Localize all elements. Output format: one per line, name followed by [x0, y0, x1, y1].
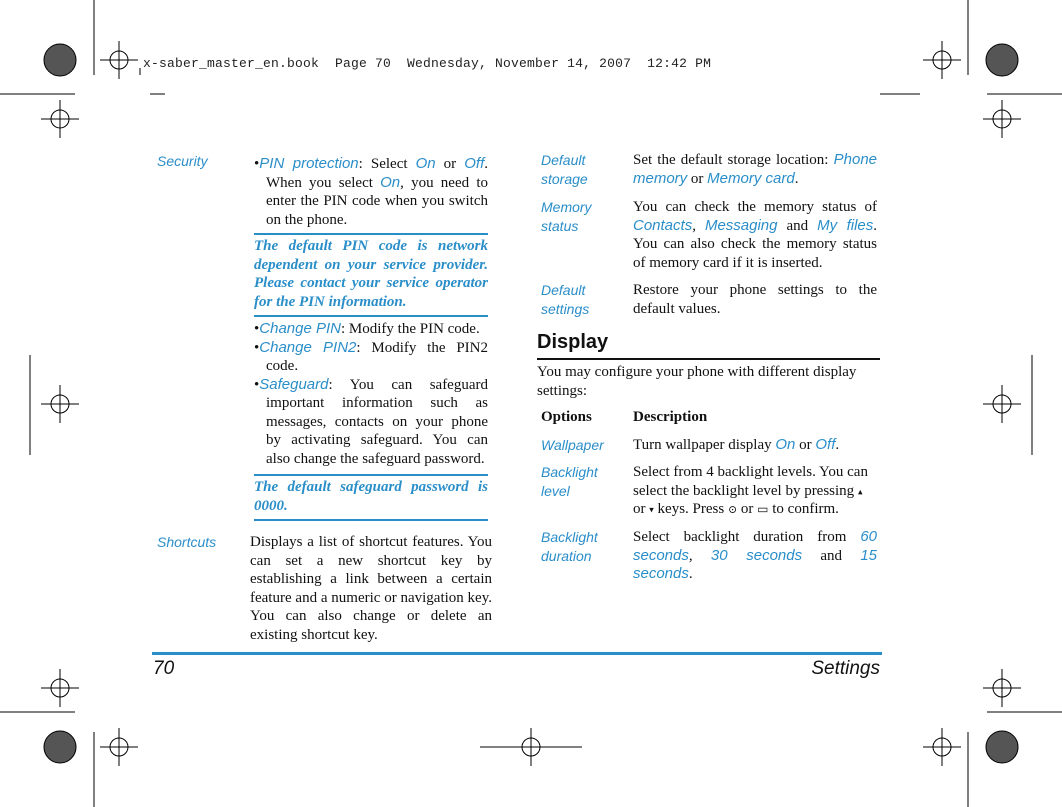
- backlight-text-5: to confirm.: [768, 501, 839, 518]
- off-option: Off: [815, 436, 836, 453]
- up-key-icon: ▴: [857, 485, 863, 496]
- comma: ,: [688, 547, 711, 564]
- security-label: Security: [157, 153, 208, 169]
- memory-status-text-1: You can check the memory status of: [633, 199, 877, 215]
- default-storage-label-1: Default: [541, 152, 586, 168]
- security-body: [254, 155, 488, 229]
- contacts-link: Contacts: [633, 216, 693, 234]
- pin-text-2: . When you select: [266, 156, 489, 191]
- backlight-level-label: [541, 463, 598, 501]
- display-intro: You may configure your phone with different display settings:: [537, 364, 857, 399]
- shortcuts-text: Displays a list of shortcut features. You can set a new shortcut key by establishing a link between a certain feature and a numeric or navigation key. You can also change or delete an existing shortcut key.: [250, 534, 492, 643]
- down-key-icon: ▾: [649, 504, 654, 515]
- file-info-header: x-saber_master_en.book Page 70 Wednesday, November 14, 2007 12:42 PM: [143, 56, 712, 71]
- on-option: On: [775, 436, 796, 453]
- memory-status-text-2: . You can also check the memory status of memory card if it is inserted.: [633, 217, 877, 271]
- page-number: 70: [153, 658, 175, 679]
- change-pin-item: •Change PIN: Modify the PIN code.: [254, 320, 480, 337]
- wallpaper-text: [633, 436, 877, 455]
- backlight-duration-label: [541, 528, 598, 566]
- safeguard-term: Safeguard: [259, 375, 329, 393]
- backlight-level-label-1: Backlight: [541, 464, 598, 480]
- section-title-footer: Settings: [811, 658, 880, 679]
- ok-key-icon: ⊙: [727, 504, 738, 517]
- memory-status-label: [541, 198, 592, 236]
- default-settings-label-1: Default: [541, 282, 586, 298]
- default-storage-text: [633, 151, 877, 188]
- memory-status-label-1: Memory: [541, 199, 592, 215]
- change-pin-text: : Modify the PIN code.: [340, 321, 480, 337]
- footer-rule: [152, 652, 882, 655]
- period: .: [835, 437, 840, 453]
- display-section-title: Display: [537, 331, 609, 353]
- backlight-level-label-2: level: [541, 483, 570, 499]
- change-pin2-item: •Change PIN2: Modify the PIN2 code.: [254, 338, 488, 374]
- pin-text-3: , you need to enter the PIN code when you switch on the phone.: [266, 174, 488, 228]
- security-options-list: [254, 320, 488, 468]
- pin-protection-item: •PIN protection: Select On or Off. When you select On, you need to enter the PIN code when you switch on the phone.: [254, 155, 489, 228]
- duration-text-1: Select backlight duration from: [633, 529, 861, 545]
- pin-note: The default PIN code is network dependent on your service provider. Please contact your service operator for the PIN information.: [254, 233, 488, 317]
- off-option: Off: [464, 155, 485, 172]
- phone-memory-option: Phone memory: [633, 151, 877, 187]
- wallpaper-text-1: Turn wallpaper display: [633, 437, 776, 453]
- and-text: and: [777, 217, 818, 234]
- default-storage-label: [541, 151, 588, 189]
- default-settings-label-2: settings: [541, 301, 590, 317]
- change-pin-term: Change PIN: [259, 320, 341, 337]
- or-text: or: [795, 437, 816, 453]
- default-settings-label: [541, 281, 589, 319]
- safeguard-text: : You can safeguard important information such as messages, contacts on your phone by activating safeguard. You can also change the safeguard password.: [266, 376, 488, 467]
- on-option: On: [415, 155, 436, 172]
- default-storage-text-1: Set the default storage location:: [633, 152, 834, 168]
- wallpaper-label: Wallpaper: [541, 437, 604, 453]
- backlight-text-4: or: [737, 501, 758, 518]
- options-header: Options: [541, 409, 592, 425]
- pin-text-1: : Select: [358, 156, 416, 172]
- change-pin2-term: Change PIN2: [259, 338, 357, 356]
- description-header: Description: [633, 409, 708, 425]
- period: .: [794, 170, 799, 187]
- default-settings-text: Restore your phone settings to the default values.: [633, 282, 877, 317]
- and-text: and: [802, 547, 861, 564]
- backlight-duration-label-2: duration: [541, 548, 592, 564]
- softkey-icon: ▭: [757, 502, 769, 517]
- backlight-text-1: Select from 4 backlight levels. You can select the backlight level by pressing: [633, 464, 868, 499]
- backlight-level-text: [633, 463, 877, 520]
- safeguard-item: •Safeguard: You can safeguard important information such as messages, contacts on your phone by activating safeguard. You can also change the safeguard password.: [254, 375, 488, 467]
- period: .: [688, 566, 693, 582]
- or-text: or: [435, 156, 465, 172]
- messaging-link: Messaging: [704, 216, 778, 234]
- backlight-text-2: or: [633, 501, 650, 518]
- backlight-duration-label-1: Backlight: [541, 529, 598, 545]
- on-option-2: On: [380, 173, 401, 191]
- memory-status-label-2: status: [541, 218, 579, 234]
- duration-30-option: 30 seconds: [710, 546, 803, 564]
- memory-card-option: Memory card: [707, 169, 795, 187]
- shortcuts-label: Shortcuts: [157, 534, 217, 550]
- backlight-duration-text: [633, 528, 877, 584]
- duration-60-option: 60 seconds: [633, 528, 877, 564]
- display-title-rule: [537, 358, 880, 360]
- default-storage-label-2: storage: [541, 171, 588, 187]
- backlight-text-3: keys. Press: [653, 501, 728, 518]
- my-files-link: My files: [817, 216, 874, 234]
- pin-protection-term: PIN protection: [259, 155, 359, 172]
- comma: ,: [692, 217, 705, 234]
- or-text: or: [687, 170, 708, 187]
- safeguard-note: The default safeguard password is 0000.: [254, 474, 488, 521]
- duration-15-option: 15 seconds: [633, 546, 877, 582]
- change-pin2-text: : Modify the PIN2 code.: [266, 339, 488, 374]
- memory-status-text: [633, 198, 877, 272]
